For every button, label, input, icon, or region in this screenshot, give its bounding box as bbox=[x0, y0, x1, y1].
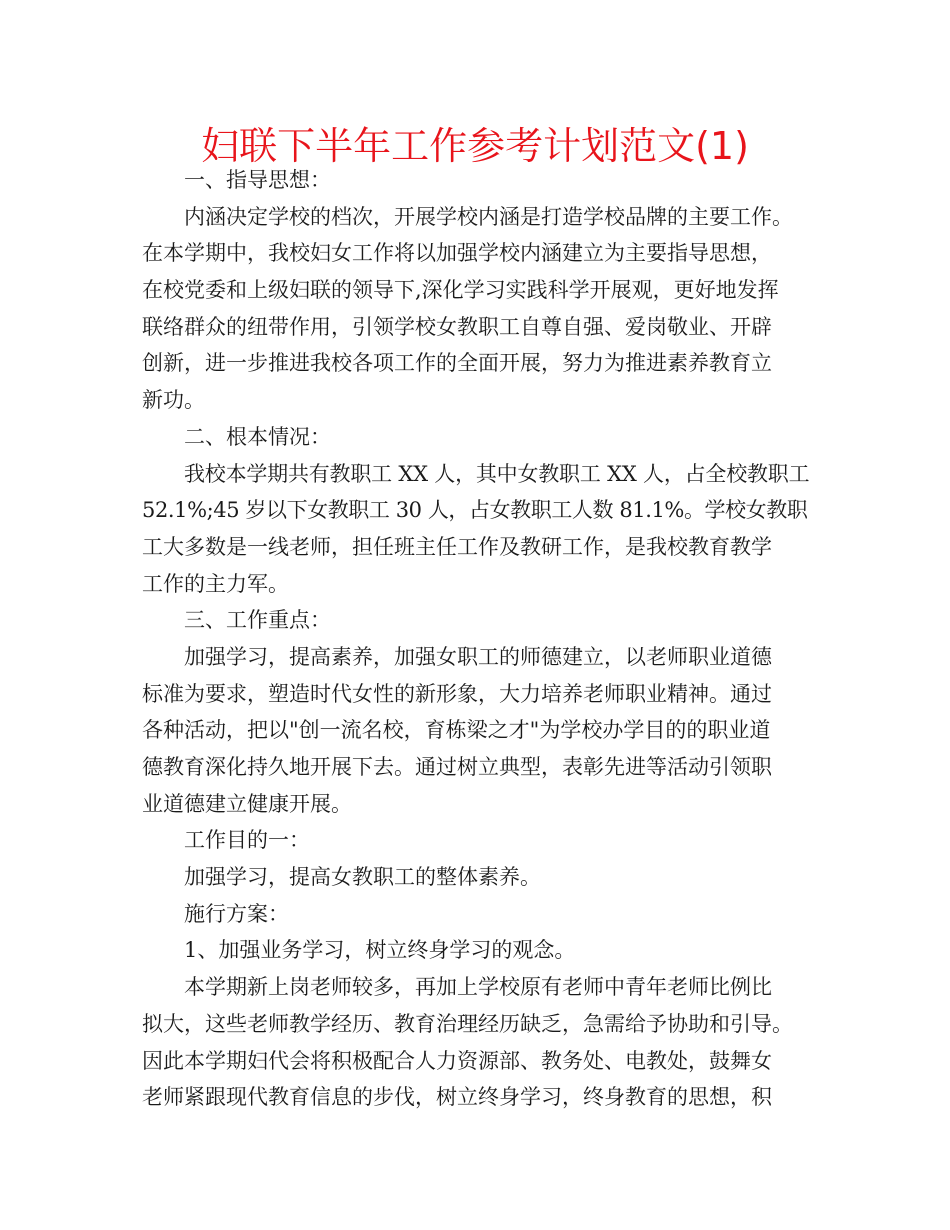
text-line: 联络群众的纽带作用，引领学校女教职工自尊自强、爱岗敬业、开辟 bbox=[142, 314, 772, 339]
text-line: 拟大，这些老师教学经历、教育治理经历缺乏，急需给予协助和引导。 bbox=[142, 1011, 793, 1036]
text-line: 工大多数是一线老师，担任班主任工作及教研工作，是我校教育教学 bbox=[142, 534, 772, 559]
text-line: 52.1%;45 岁以下女教职工 30 人，占女教职工人数 81.1%。学校女教职 bbox=[142, 498, 808, 523]
text-line: 我校本学期共有教职工 XX 人，其中女教职工 XX 人，占全校教职工 bbox=[184, 461, 810, 486]
text-line: 一、指导思想： bbox=[184, 168, 331, 192]
text-line: 二、根本情况： bbox=[184, 424, 331, 449]
text-line: 各种活动，把以"创一流名校，育栋梁之才"为学校办学目的的职业道 bbox=[142, 718, 771, 743]
text-line: 三、工作重点： bbox=[184, 608, 331, 633]
text-line: 1、加强业务学习，树立终身学习的观念。 bbox=[184, 938, 576, 963]
text-line: 加强学习，提高素养，加强女职工的师德建立，以老师职业道德 bbox=[184, 644, 772, 669]
text-line: 老师紧跟现代教育信息的步伐，树立终身学习，终身教育的思想，积 bbox=[142, 1085, 772, 1110]
text-line: 德教育深化持久地开展下去。通过树立典型，表彰先进等活动引领职 bbox=[142, 755, 772, 779]
document-title: 妇联下半年工作参考计划范文(1) bbox=[201, 124, 749, 168]
text-line: 在校党委和上级妇联的领导下,深化学习实践科学开展观，更好地发挥 bbox=[142, 278, 779, 303]
text-line: 新功。 bbox=[142, 388, 205, 413]
text-line: 本学期新上岗老师较多，再加上学校原有老师中青年老师比例比 bbox=[184, 975, 772, 1000]
text-line: 内涵决定学校的档次，开展学校内涵是打造学校品牌的主要工作。 bbox=[184, 204, 793, 229]
text-line: 在本学期中，我校妇女工作将以加强学校内涵建立为主要指导思想， bbox=[142, 241, 772, 266]
text-line: 工作目的一： bbox=[184, 828, 310, 853]
document-body bbox=[142, 162, 810, 1116]
text-line: 工作的主力军。 bbox=[142, 571, 289, 596]
text-line: 加强学习，提高女教职工的整体素养。 bbox=[184, 865, 541, 890]
text-line: 标准为要求，塑造时代女性的新形象，大力培养老师职业精神。通过 bbox=[142, 681, 772, 706]
text-line: 施行方案： bbox=[184, 901, 289, 926]
text-line: 业道德建立健康开展。 bbox=[142, 791, 352, 816]
text-line: 创新，进一步推进我校各项工作的全面开展，努力为推进素养教育立 bbox=[142, 351, 772, 376]
text-line: 因此本学期妇代会将积极配合人力资源部、教务处、电教处，鼓舞女 bbox=[142, 1048, 772, 1073]
